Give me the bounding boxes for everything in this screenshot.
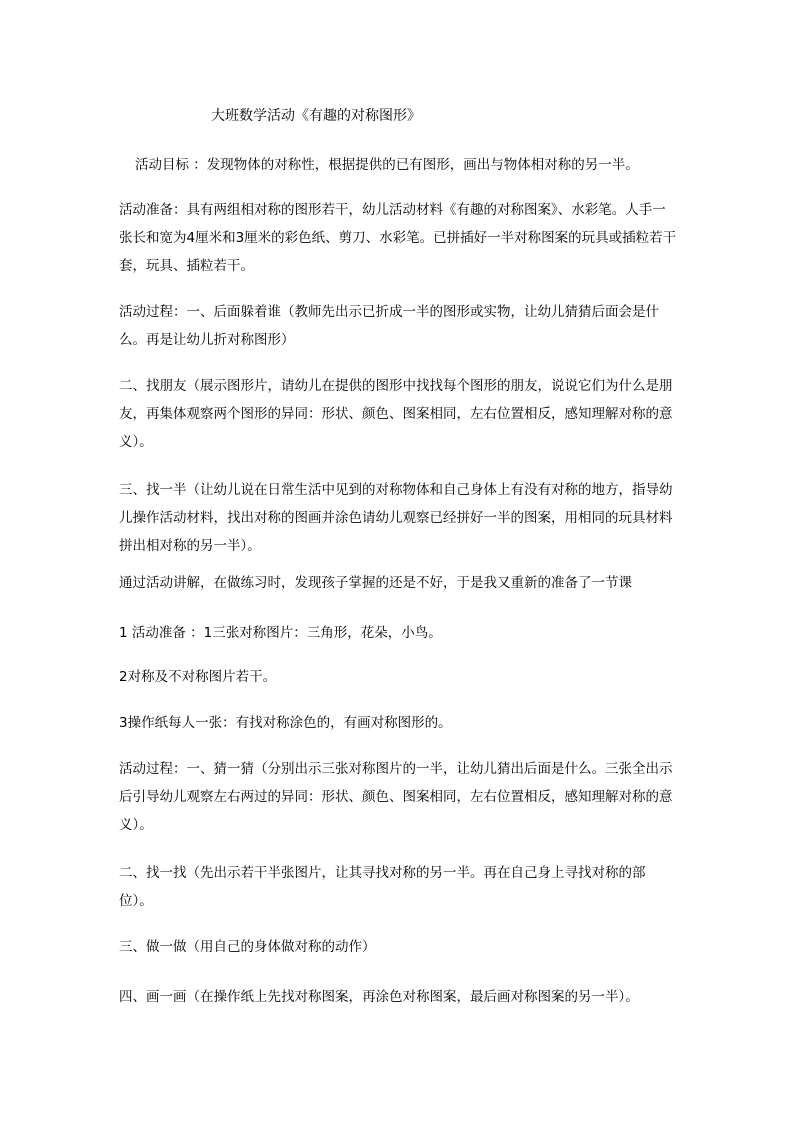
paragraph-reflection: 通过活动讲解，在做练习时，发现孩子掌握的还是不好，于是我又重新的准备了一节课 [119,575,632,591]
document-title: 大班数学活动《有趣的对称图形》 [211,108,421,124]
paragraph-find-friend: 二、找朋友（展示图形片，请幼儿在提供的图形中找找每个图形的朋友，说说它们为什么是朋友，再集体观察两个图形的异同：形状、颜色、图案相同，左右位置相反，感知理解对称的意义）。 [119,378,673,450]
paragraph-new-process-4: 四、画一画（在操作纸上先找对称图案，再涂色对称图案，最后画对称图案的另一半）。 [119,989,639,1005]
paragraph-new-process-1: 活动过程：一、猜一猜（分别出示三张对称图片的一半，让幼儿猜出后面是什么。三张全出示后引导幼儿观察左右两过的异同：形状、颜色、图案相同，左右位置相反，感知理解对称的意义）。 [119,761,673,833]
paragraph-goal: 活动目标 ：发现物体的对称性，根据提供的已有图形，画出与物体相对称的另一半。 [135,157,639,173]
paragraph-preparation: 活动准备：具有两组相对称的图形若干，幼儿活动材料《有趣的对称图案》、水彩笔。人手一张长和宽为4厘米和3厘米的彩色纸、剪刀、水彩笔。已拼插好一半对称图案的玩具或插粒若干套，玩具、插粒若干。 [119,202,677,274]
paragraph-new-process-2: 二、找一找（先出示若干半张图片，让其寻找对称的另一半。再在自己身上寻找对称的部位）。 [119,865,646,909]
paragraph-new-preparation-3: 3操作纸每人一张：有找对称涂色的，有画对称图形的。 [119,715,452,731]
paragraph-find-half: 三、找一半（让幼儿说在日常生活中见到的对称物体和自己身体上有没有对称的地方，指导幼儿操作活动材料，找出对称的图画并涂色请幼儿观察已经拼好一半的图案，用相同的玩具材料拼出相对称的另一半）。 [119,482,673,554]
paragraph-new-preparation-1: 1 活动准备 ：1三张对称图片：三角形，花朵，小鸟。 [119,625,442,641]
paragraph-process-1: 活动过程：一、后面躲着谁（教师先出示已折成一半的图形或实物，让幼儿猜猜后面会是什么。再是让幼儿折对称图形） [119,304,659,348]
paragraph-new-process-3: 三、做一做（用自己的身体做对称的动作） [119,939,376,955]
paragraph-new-preparation-2: 2对称及不对称图片若干。 [119,669,277,685]
